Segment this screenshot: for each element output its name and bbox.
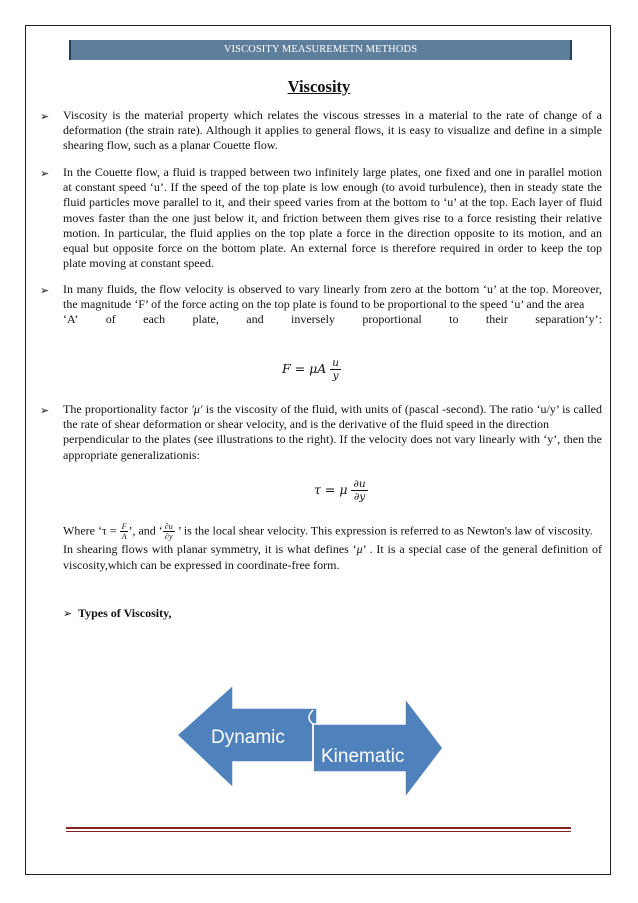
fraction-denominator: y xyxy=(332,370,339,382)
fraction-numerator: F xyxy=(121,522,127,531)
spread-word: separation‘y’: xyxy=(535,312,602,327)
spread-word: ‘A’ xyxy=(63,312,79,327)
fraction-denominator: ∂y xyxy=(165,532,173,541)
fraction-denominator: A xyxy=(121,532,127,541)
where-prefix: Where ‘τ = xyxy=(63,523,117,538)
equation-lhs: τ = μ xyxy=(314,482,348,497)
header-title: VISCOSITY MEASUREMETN METHODS xyxy=(223,44,418,55)
bullet-arrow-icon: ➢ xyxy=(40,405,50,417)
equation-fraction xyxy=(330,357,341,382)
equation-force xyxy=(282,357,341,382)
fraction-numerator: u xyxy=(332,357,339,369)
equation-lhs: F = μA xyxy=(282,361,327,376)
bullet-arrow-icon: ➢ xyxy=(40,285,50,297)
running-header xyxy=(69,40,572,60)
equation-fraction xyxy=(351,478,367,503)
spread-word: inversely xyxy=(291,312,335,327)
spread-word: proportional xyxy=(362,312,422,327)
fraction-numerator: ∂u xyxy=(164,522,173,531)
spread-word: plate, xyxy=(192,312,219,327)
spread-word: of xyxy=(105,312,116,327)
footer-rule-top xyxy=(66,827,571,829)
types-diagram xyxy=(175,680,445,800)
paragraph-linear-flow xyxy=(63,282,602,328)
where-suffix: ’ is the local shear velocity. This expression is referred to as Newton's law of viscosity. xyxy=(177,523,593,538)
proportionality-text-b: is the viscosity of the fluid, with units of (pascal -second). The ratio ‘u/y’ is called the rate of shear deformation or shear velocity, and is the derivative of the fluid speed in the direction xyxy=(63,402,602,432)
bullet-arrow-icon: ➢ xyxy=(40,111,50,123)
where-mid: ’, and ‘ xyxy=(128,523,163,538)
bullet-arrow-icon: ➢ xyxy=(63,608,73,620)
linear-flow-text: In many fluids, the flow velocity is observed to vary linearly from zero at the bottom ‘u’ at the top. Moreover, the magnitude ‘F’ of the force acting on the top plate is found to be proportional to the speed ‘u’ and the area xyxy=(63,282,602,312)
spread-word: to xyxy=(449,312,459,327)
header-left-tick xyxy=(69,40,71,60)
page-title: Viscosity xyxy=(287,77,351,96)
where-fraction-d xyxy=(163,522,175,541)
proportionality-text-c: perpendicular to the plates (see illustrations to the right). If the velocity does not vary linearly with ‘y’, then the appropriate generalizationis: xyxy=(63,432,602,462)
equation-shear-stress xyxy=(314,478,368,503)
closing-text-b: ’ . It is a special case of the general definition of viscosity,which can be expressed in coordinate-free form. xyxy=(63,542,602,572)
spread-word: and xyxy=(246,312,264,327)
fraction-numerator: ∂u xyxy=(353,478,366,490)
footer-rule-bottom xyxy=(66,831,571,832)
spread-word: their xyxy=(485,312,508,327)
paragraph-definition: Viscosity is the material property which relates the viscous stresses in a material to the rate of change of a deformation (the strain rate). Although it applies to general flows, it is easy to visualize and define in a simple shearing flow, such as a planar Couette flow. xyxy=(63,108,602,153)
proportionality-text-a: The proportionality factor xyxy=(63,402,192,416)
paragraph-where xyxy=(63,522,602,573)
fraction-denominator: ∂y xyxy=(353,491,366,503)
kinematic-label: Kinematic xyxy=(321,746,405,767)
types-heading: Types of Viscosity, xyxy=(78,606,172,620)
header-right-tick xyxy=(570,40,572,60)
paragraph-couette-flow: In the Couette flow, a fluid is trapped between two infinitely large plates, one fixed and one in parallel motion at constant speed ‘u’. If the speed of the top plate is low enough (to avoid turbulence), then in steady state the fluid particles move parallel to it, and their speed varies from at the bottom to ‘u’ at the top. Each layer of fluid moves faster than the one just below it, and friction between them gives rise to a force resisting their relative motion. In particular, the fluid applies on the top plate a force in the direction opposite to its motion, and an equal but opposite force on the bottom plate. An external force is therefore required in order to keep the top plate moving at constant speed. xyxy=(63,165,602,271)
bullet-arrow-icon: ➢ xyxy=(40,168,50,180)
closing-mu: μ xyxy=(356,542,363,556)
spread-word: each xyxy=(143,312,166,327)
spread-line xyxy=(63,312,602,327)
dynamic-label: Dynamic xyxy=(211,727,285,748)
paragraph-proportionality xyxy=(63,402,602,463)
closing-text-a: In shearing flows with planar symmetry, it is what defines ‘ xyxy=(63,542,357,556)
mu-symbol: ′μ′ xyxy=(191,402,203,416)
